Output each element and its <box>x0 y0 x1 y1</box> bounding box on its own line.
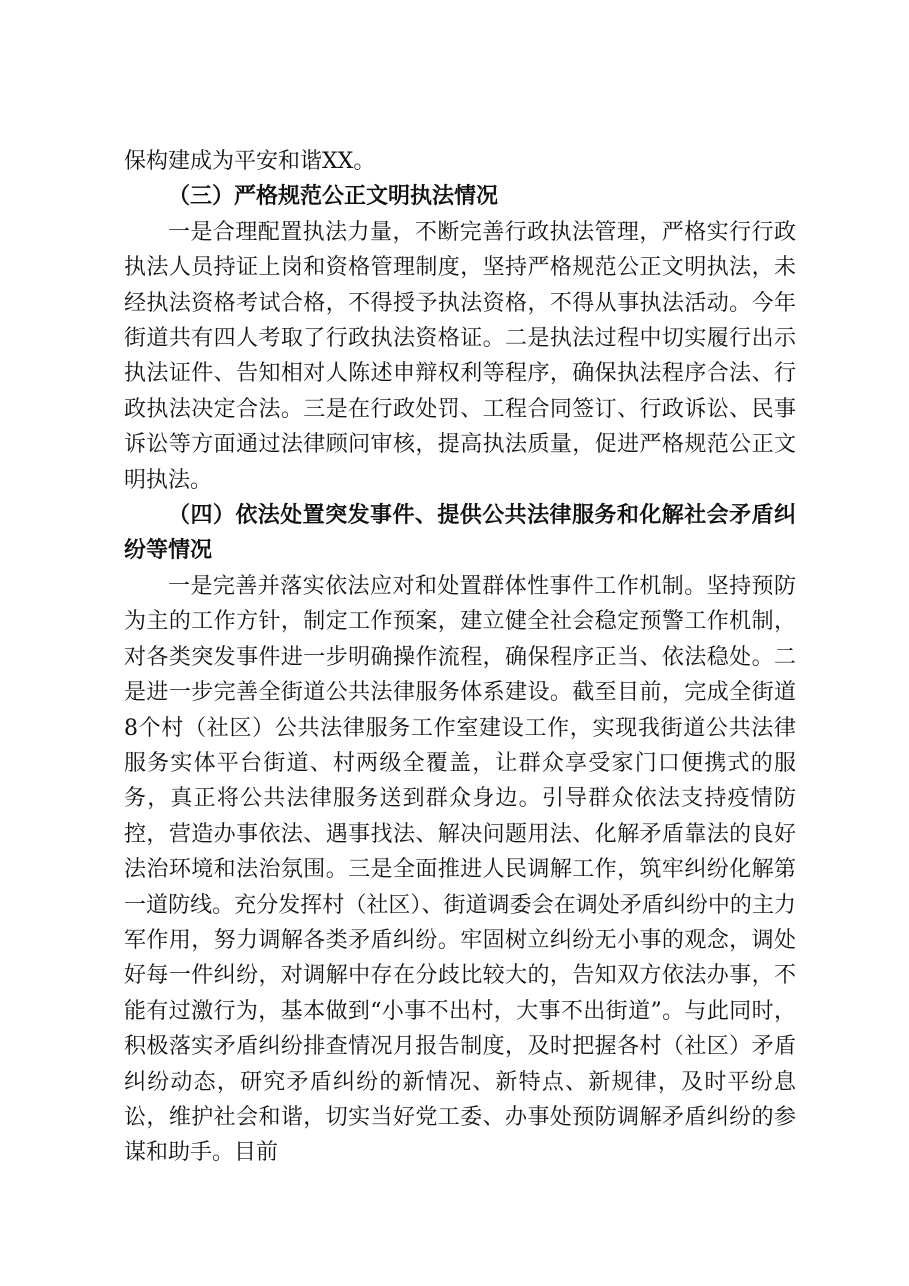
section-heading-4: （四）依法处置突发事件、提供公共法律服务和化解社会矛盾纠纷等情况 <box>124 502 796 564</box>
section-heading-3: （三）严格规范公正文明执法情况 <box>168 183 499 210</box>
paragraph-enforcement: 一是合理配置执法力量，不断完善行政执法管理，严格实行行政执法人员持证上岗和资格管理制度，坚持严格规范公正文明执法，未经执法资格考试合格，不得授予执法资格，不得从事执法活动。今年街道共有四人考取了行政执法资格证。二是执法过程中切实履行出示执法证件、告知相对人陈述申辩权利等程序，确保执法程序合法、行政执法决定合法。三是在行政处罚、工程合同签订、行政诉讼、民事诉讼等方面通过法律顾问审核，提高执法质量，促进严格规范公正文明执法。 <box>124 219 796 493</box>
paragraph-continuation: 保构建成为平安和谐XX。 <box>124 149 376 174</box>
paragraph-emergency-legal-services: 一是完善并落实依法应对和处置群体性事件工作机制。坚持预防为主的工作方针，制定工作预案，建立健全社会稳定预警工作机制，对各类突发事件进一步明确操作流程，确保程序正当、依法稳处。二是进一步完善全街道公共法律服务体系建设。截至目前，完成全街道8个村（社区）公共法律服务工作室建设工作，实现我街道公共法律服务实体平台街道、村两级全覆盖，让群众享受家门口便携式的服务，真正将公共法律服务送到群众身边。引导群众依法支持疫情防控，营造办事依法、遇事找法、解决问题用法、化解矛盾靠法的良好法治环境和法治氛围。三是全面推进人民调解工作，筑牢纠纷化解第一道防线。充分发挥村（社区）、街道调委会在调处矛盾纠纷中的主力军作用，努力调解各类矛盾纠纷。牢固树立纠纷无小事的观念，调处好每一件纠纷，对调解中存在分歧比较大的，告知双方依法办事，不能有过激行为，基本做到“小事不出村，大事不出街道”。与此同时，积极落实矛盾纠纷排查情况月报告制度，及时把握各村（社区）矛盾纠纷动态，研究矛盾纠纷的新情况、新特点、新规律，及时平纷息讼，维护社会和谐，切实当好党工委、办事处预防调解矛盾纠纷的参谋和助手。目前 <box>124 573 796 1166</box>
document-page <box>124 144 796 1171</box>
